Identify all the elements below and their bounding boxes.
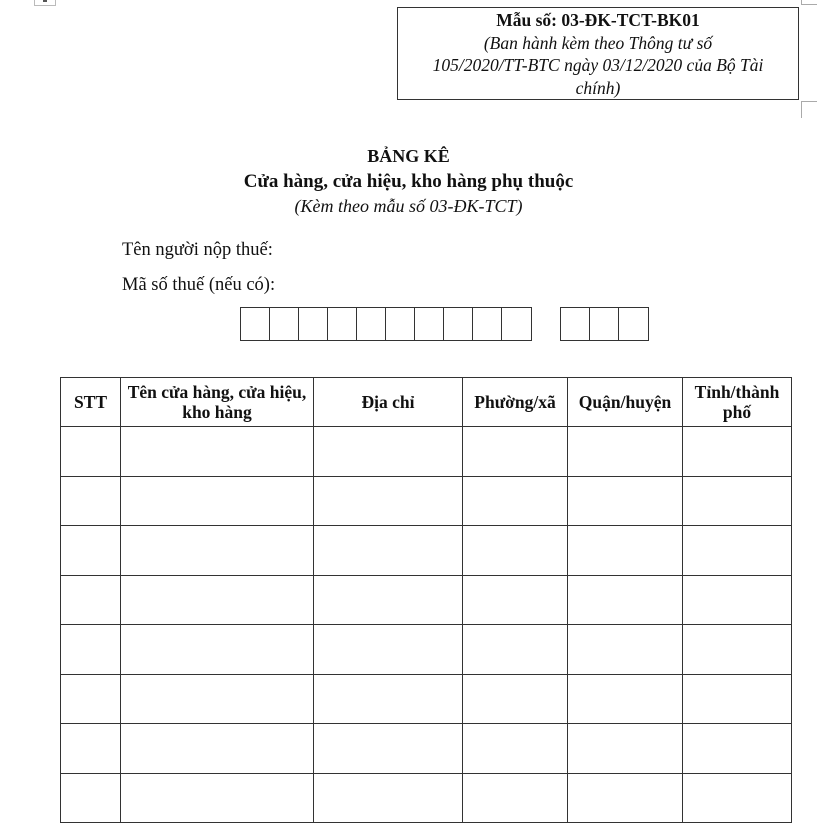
table-row [61, 526, 792, 576]
table-cell[interactable] [61, 575, 121, 625]
table-cell[interactable] [61, 724, 121, 774]
table-cell[interactable] [61, 625, 121, 675]
table-cell[interactable] [314, 773, 463, 823]
table-cell[interactable] [314, 575, 463, 625]
table-cell[interactable] [121, 724, 314, 774]
attachment-note: (Kèm theo mẫu số 03-ĐK-TCT) [294, 196, 523, 216]
tax-code-label: Mã số thuế (nếu có): [122, 275, 276, 295]
table-cell[interactable] [568, 773, 683, 823]
table-cell[interactable] [61, 476, 121, 526]
tax-code-digit-box[interactable] [444, 308, 473, 340]
table-cell[interactable] [121, 526, 314, 576]
table-cell[interactable] [121, 773, 314, 823]
table-cell[interactable] [463, 625, 568, 675]
tax-code-suffix-boxes[interactable] [560, 307, 649, 341]
header-ward: Phường/xã [463, 378, 568, 427]
table-cell[interactable] [568, 625, 683, 675]
table-cell[interactable] [314, 526, 463, 576]
tax-code-digit-box[interactable] [415, 308, 444, 340]
table-cell[interactable] [314, 476, 463, 526]
tax-code-suffix-digit-box[interactable] [590, 308, 619, 340]
tax-code-suffix-digit-box[interactable] [619, 308, 648, 340]
table-cell[interactable] [314, 674, 463, 724]
form-number-box [397, 7, 799, 100]
table-cell[interactable] [314, 427, 463, 477]
table-cell[interactable] [568, 427, 683, 477]
table-cell[interactable] [683, 625, 792, 675]
tax-code-digit-box[interactable] [241, 308, 270, 340]
margin-corner-mark [801, 101, 817, 118]
table-cell[interactable] [314, 724, 463, 774]
tax-code-digit-box[interactable] [299, 308, 328, 340]
table-cell[interactable] [683, 674, 792, 724]
tax-code-digit-box[interactable] [502, 308, 531, 340]
header-district: Quận/huyện [568, 378, 683, 427]
header-stt: STT [61, 378, 121, 427]
header-address: Địa chỉ [314, 378, 463, 427]
table-row [61, 724, 792, 774]
table-row [61, 427, 792, 477]
margin-corner-mark [801, 0, 817, 5]
document-subtitle: Cửa hàng, cửa hiệu, kho hàng phụ thuộc [243, 171, 574, 192]
table-cell[interactable] [683, 427, 792, 477]
table-cell[interactable] [683, 476, 792, 526]
table-cell[interactable] [683, 773, 792, 823]
table-cell[interactable] [121, 674, 314, 724]
form-note-line: (Ban hành kèm theo Thông tư số [483, 32, 713, 53]
table-row [61, 674, 792, 724]
table-cell[interactable] [463, 674, 568, 724]
taxpayer-name-label: Tên người nộp thuế: [122, 240, 273, 260]
tax-code-digit-box[interactable] [270, 308, 299, 340]
table-cell[interactable] [121, 427, 314, 477]
table-row [61, 575, 792, 625]
table-row [61, 625, 792, 675]
table-cell[interactable] [568, 575, 683, 625]
table-row [61, 476, 792, 526]
table-cell[interactable] [463, 575, 568, 625]
tax-code-digit-box[interactable] [328, 308, 357, 340]
tax-code-digit-box[interactable] [386, 308, 415, 340]
tax-code-suffix-digit-box[interactable] [561, 308, 590, 340]
table-cell[interactable] [314, 625, 463, 675]
table-cell[interactable] [568, 724, 683, 774]
table-cell[interactable] [463, 476, 568, 526]
table-move-handle-icon[interactable] [34, 0, 56, 6]
table-cell[interactable] [463, 427, 568, 477]
tax-code-digit-box[interactable] [473, 308, 502, 340]
header-province: Tỉnh/thành phố [683, 378, 792, 427]
table-cell[interactable] [568, 476, 683, 526]
form-note-line: 105/2020/TT-BTC ngày 03/12/2020 của Bộ Tài [432, 55, 764, 75]
table-cell[interactable] [463, 724, 568, 774]
table-cell[interactable] [463, 773, 568, 823]
table-cell[interactable] [61, 773, 121, 823]
table-cell[interactable] [61, 674, 121, 724]
table-cell[interactable] [568, 674, 683, 724]
header-store-name: Tên cửa hàng, cửa hiệu, kho hàng [121, 378, 314, 427]
table-cell[interactable] [121, 625, 314, 675]
table-cell[interactable] [121, 476, 314, 526]
table-header-row [61, 378, 792, 427]
table-cell[interactable] [121, 575, 314, 625]
table-cell[interactable] [683, 526, 792, 576]
form-note-line: chính) [575, 77, 621, 98]
branch-list-table [60, 377, 792, 823]
form-code: Mẫu số: 03-ĐK-TCT-BK01 [496, 10, 700, 30]
table-cell[interactable] [61, 427, 121, 477]
tax-code-digit-box[interactable] [357, 308, 386, 340]
table-cell[interactable] [463, 526, 568, 576]
tax-code-main-boxes[interactable] [240, 307, 532, 341]
table-cell[interactable] [568, 526, 683, 576]
document-title: BẢNG KÊ [367, 146, 450, 166]
table-cell[interactable] [683, 575, 792, 625]
table-cell[interactable] [61, 526, 121, 576]
table-row [61, 773, 792, 823]
table-cell[interactable] [683, 724, 792, 774]
